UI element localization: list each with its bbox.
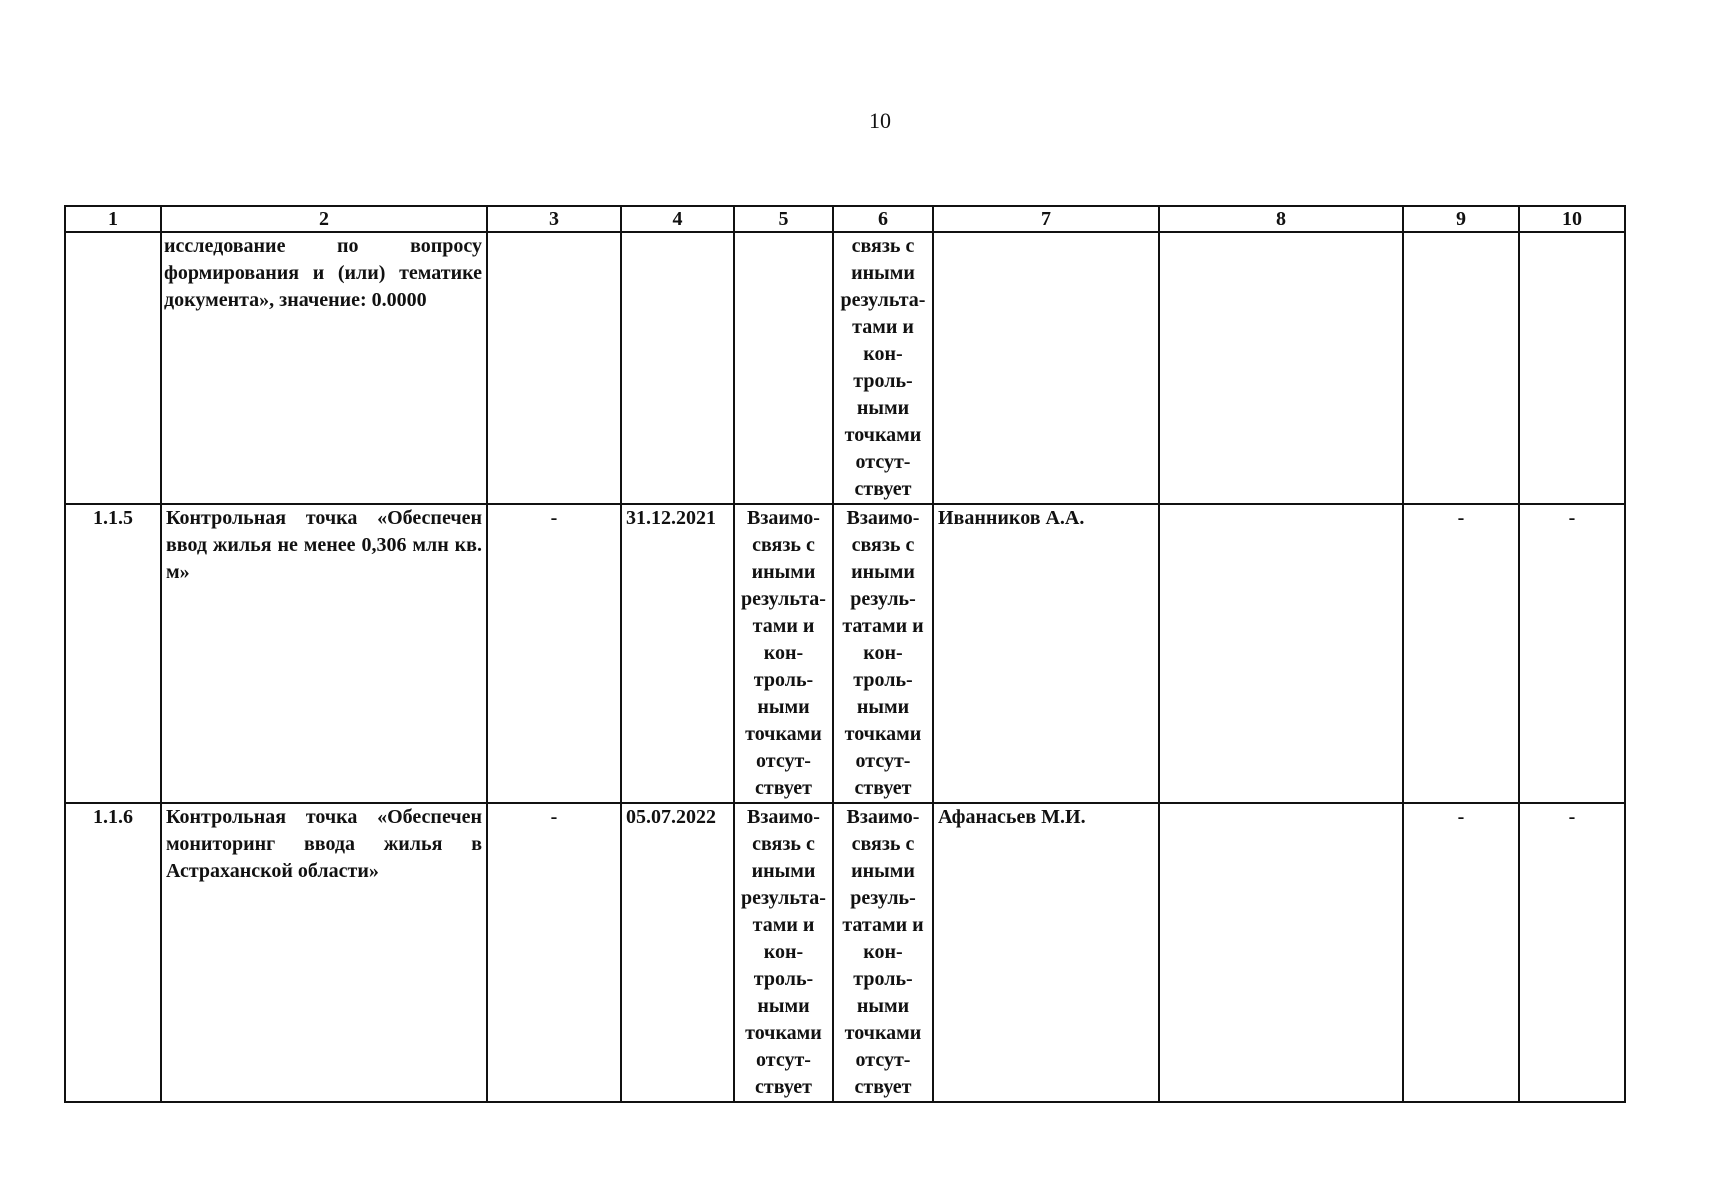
cell-line: связь с (851, 833, 915, 855)
cell-line: троль- (753, 968, 814, 990)
cell-line: точками (844, 1022, 922, 1044)
column-header: 6 (833, 206, 933, 232)
cell-line: Взаимо- (846, 806, 920, 828)
cell-line: результа- (741, 588, 826, 610)
cell-line: связь с (851, 235, 915, 257)
cell-line: троль- (853, 370, 913, 392)
column-header: 7 (933, 206, 1159, 232)
cell-line: отсут- (855, 750, 911, 772)
cell-line: точками (844, 424, 922, 446)
cell-line: резуль- (850, 887, 916, 909)
cell-line: ными (856, 696, 910, 718)
cell-responsible: Афанасьев М.И. (933, 803, 1159, 1102)
cell-col10 (1519, 232, 1625, 504)
cell-line: связь с (851, 534, 915, 556)
cell-date (621, 232, 734, 504)
cell-line: Взаимо- (846, 507, 920, 529)
cell-name: Контрольная точка «Обеспечен ввод жилья не менее 0,306 млн кв. м» (161, 504, 487, 803)
cell-col10: - (1519, 504, 1625, 803)
cell-relation-5 (734, 504, 833, 803)
table-row (65, 803, 1625, 1102)
cell-line: тами и (852, 316, 914, 338)
cell-line: татами и (842, 914, 924, 936)
cell-line: ствует (854, 478, 912, 500)
column-header: 9 (1403, 206, 1519, 232)
cell-line: иными (751, 860, 816, 882)
cell-line: иными (851, 561, 915, 583)
cell-col3: - (487, 803, 621, 1102)
cell-col9: - (1403, 803, 1519, 1102)
cell-line: троль- (753, 669, 814, 691)
cell-line: тами и (752, 615, 815, 637)
cell-name: Контрольная точка «Обеспечен мониторинг ввода жилья в Астраханской области» (161, 803, 487, 1102)
cell-line: татами и (842, 615, 924, 637)
cell-col8 (1159, 504, 1403, 803)
cell-line: отсут- (756, 750, 811, 772)
cell-line: отсут- (855, 451, 911, 473)
cell-line: троль- (853, 669, 913, 691)
table-header-row (65, 206, 1625, 232)
cell-col3: - (487, 504, 621, 803)
cell-relation-5 (734, 232, 833, 504)
cell-line: ствует (854, 777, 912, 799)
cell-line: кон- (863, 941, 903, 963)
cell-responsible (933, 232, 1159, 504)
cell-col9 (1403, 232, 1519, 504)
cell-line: точками (745, 1022, 822, 1044)
column-header: 4 (621, 206, 734, 232)
column-header: 1 (65, 206, 161, 232)
cell-col8 (1159, 803, 1403, 1102)
cell-relation-5 (734, 803, 833, 1102)
cell-line: резуль- (850, 588, 916, 610)
cell-relation-6 (833, 232, 933, 504)
cell-number: 1.1.6 (65, 803, 161, 1102)
column-header: 2 (161, 206, 487, 232)
cell-line: кон- (763, 642, 804, 664)
cell-line: тами и (752, 914, 815, 936)
cell-line: ными (757, 696, 810, 718)
column-header: 8 (1159, 206, 1403, 232)
cell-date: 31.12.2021 (621, 504, 734, 803)
cell-col8 (1159, 232, 1403, 504)
cell-relation-6 (833, 504, 933, 803)
cell-col9: - (1403, 504, 1519, 803)
cell-line: ными (757, 995, 810, 1017)
cell-date: 05.07.2022 (621, 803, 734, 1102)
cell-responsible: Иванников А.А. (933, 504, 1159, 803)
cell-line: троль- (853, 968, 913, 990)
cell-col3 (487, 232, 621, 504)
cell-line: ными (856, 397, 910, 419)
cell-line: иными (751, 561, 816, 583)
table-row (65, 232, 1625, 504)
cell-line: кон- (863, 642, 903, 664)
cell-line: кон- (863, 343, 903, 365)
cell-number: 1.1.5 (65, 504, 161, 803)
cell-line: кон- (763, 941, 804, 963)
cell-line: связь с (752, 833, 815, 855)
cell-line: точками (844, 723, 922, 745)
cell-line: результа- (741, 887, 826, 909)
column-header: 5 (734, 206, 833, 232)
cell-line: ствует (755, 777, 812, 799)
cell-name: исследование по вопросу формирования и (или) тематике документа», значение: 0.0000 (161, 232, 487, 504)
cell-line: связь с (752, 534, 815, 556)
cell-line: отсут- (756, 1049, 811, 1071)
page-number: 10 (869, 108, 891, 133)
cell-number (65, 232, 161, 504)
column-header: 3 (487, 206, 621, 232)
table-row (65, 504, 1625, 803)
cell-line: Взаимо- (747, 507, 820, 529)
cell-line: ствует (755, 1076, 812, 1098)
cell-line: точками (745, 723, 822, 745)
cell-line: отсут- (855, 1049, 911, 1071)
cell-line: иными (851, 262, 915, 284)
cell-line: ствует (854, 1076, 912, 1098)
cell-col10: - (1519, 803, 1625, 1102)
cell-line: иными (851, 860, 915, 882)
cell-line: результа- (840, 289, 926, 311)
cell-line: Взаимо- (747, 806, 820, 828)
control-points-table (64, 205, 1626, 1103)
cell-line: ными (856, 995, 910, 1017)
column-header: 10 (1519, 206, 1625, 232)
cell-relation-6 (833, 803, 933, 1102)
